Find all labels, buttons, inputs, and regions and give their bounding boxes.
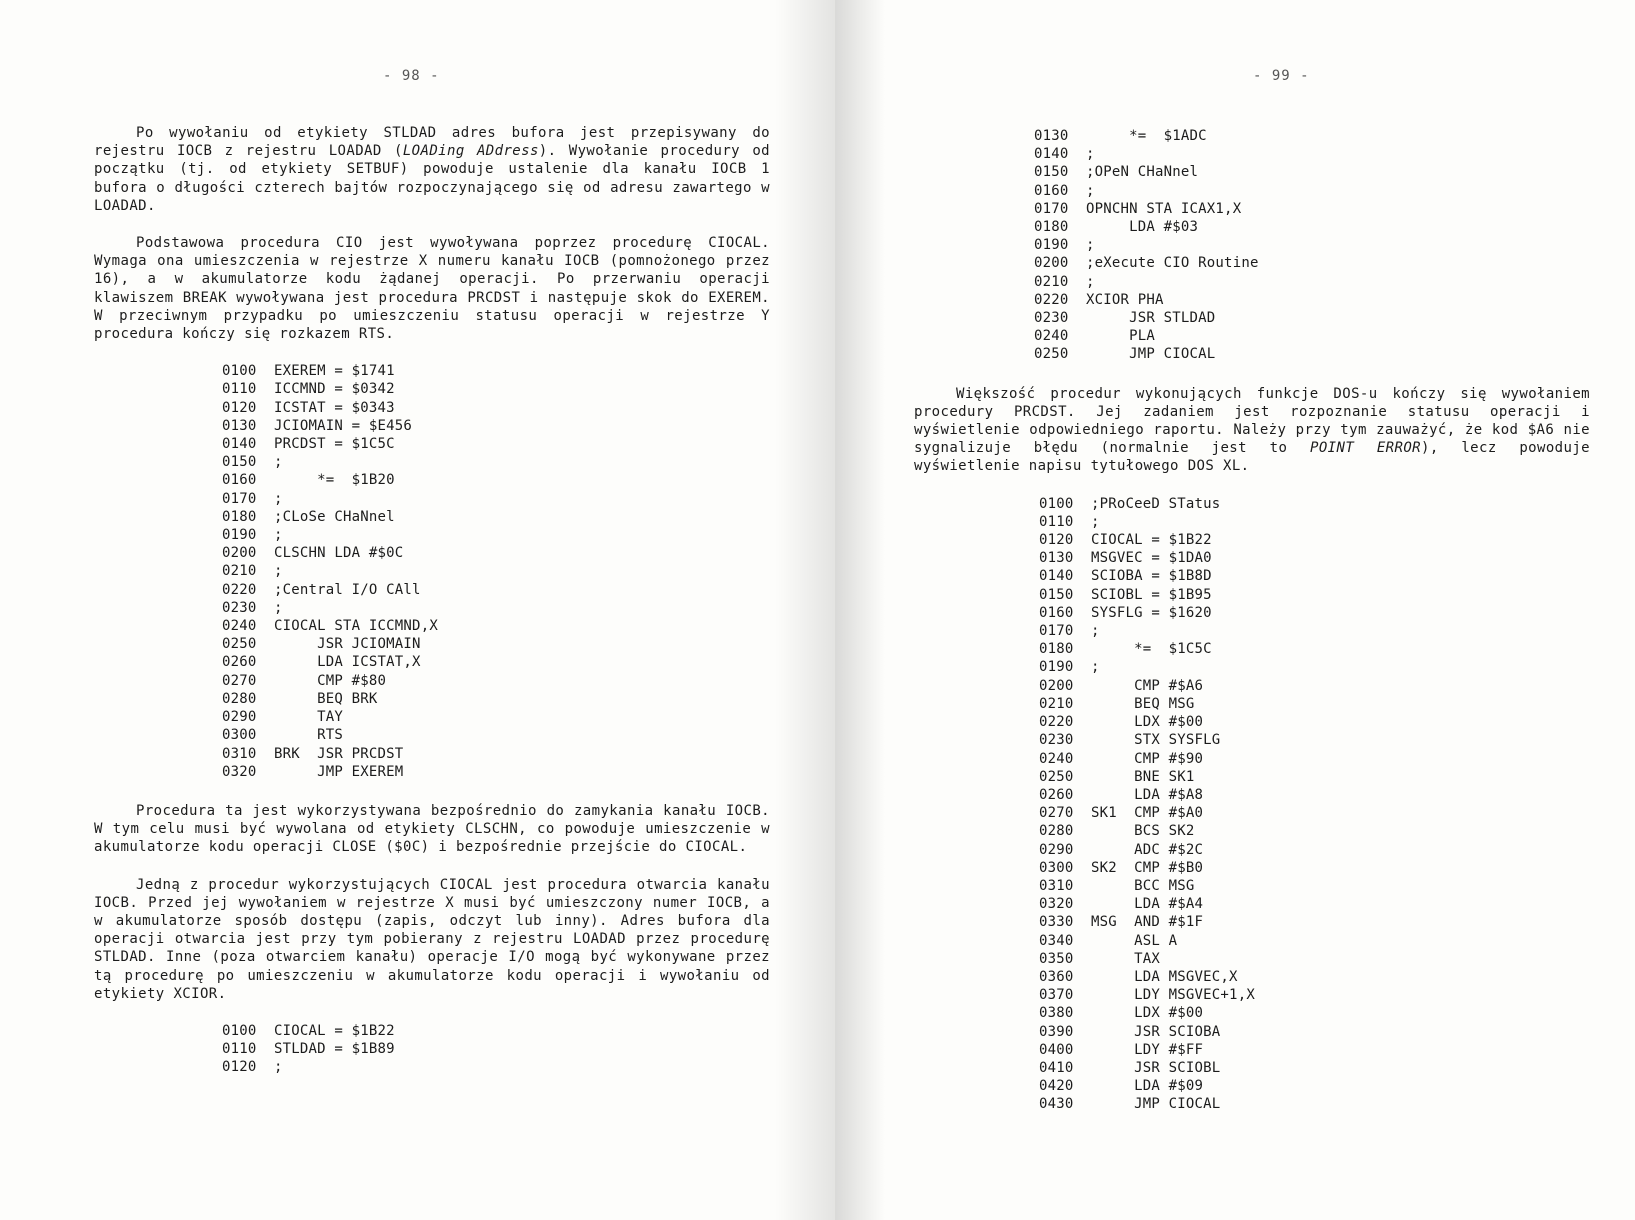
code-text: TAY [274, 709, 344, 726]
code-text: LDA #$09 [1091, 1078, 1204, 1095]
line-number: 0240 [1034, 328, 1069, 345]
code-text: LDA #$03 [1086, 219, 1199, 236]
line-number: 0230 [222, 599, 257, 616]
code-line [1039, 1059, 1590, 1077]
line-number: 0250 [1039, 768, 1074, 785]
code-line [1034, 291, 1590, 309]
code-line [1034, 182, 1590, 200]
line-number: 0220 [222, 581, 257, 598]
code-listing [94, 362, 770, 781]
code-text: STX SYSFLG [1091, 732, 1221, 749]
code-text: ; [1086, 146, 1095, 163]
code-line [222, 635, 770, 653]
code-text: ; [274, 1059, 283, 1076]
code-text: CMP #$80 [274, 672, 387, 689]
code-line [222, 653, 770, 671]
code-line [222, 417, 770, 435]
paragraph-stldad: Po wywołaniu od etykiety STLDAD adres bufora jest przepisywany do rejestru IOCB z rejestru LOADAD (LOADing ADdress). Wywołanie procedury od początku (tj. od etykiety SETBUF) powoduje ustalenie dla kanału IOCB 1 bufora o długości czterech bajtów rozpoczynającego się od adresu zawartego w LOADAD. [94, 125, 770, 214]
line-number: 0200 [222, 545, 257, 562]
code-line [1039, 986, 1590, 1004]
code-text: ;eXecute CIO Routine [1086, 255, 1259, 272]
line-number: 0390 [1039, 1023, 1074, 1040]
code-line [1039, 1023, 1590, 1041]
code-text: LDA ICSTAT,X [274, 654, 421, 671]
code-line [222, 380, 770, 398]
code-line [1039, 822, 1590, 840]
code-text: CIOCAL = $1B22 [274, 1022, 395, 1039]
code-line [1039, 877, 1590, 895]
line-number: 0240 [1039, 750, 1074, 767]
line-number: 0110 [222, 381, 257, 398]
line-number: 0350 [1039, 950, 1074, 967]
code-text: ADC #$2C [1091, 841, 1204, 858]
page-number: - 99 - [1253, 68, 1310, 84]
line-number: 0210 [1034, 273, 1069, 290]
code-text: LDA #$A4 [1091, 896, 1204, 913]
code-text: ;OPeN CHaNnel [1086, 164, 1199, 181]
code-text: CIOCAL STA ICCMND,X [274, 618, 438, 635]
line-number: 0250 [222, 636, 257, 653]
code-line [222, 453, 770, 471]
code-text: BCC MSG [1091, 877, 1195, 894]
code-line [222, 1040, 770, 1058]
line-number: 0220 [1039, 714, 1074, 731]
line-number: 0140 [222, 436, 257, 453]
code-line [1039, 768, 1590, 786]
code-text: JSR SCIOBA [1091, 1023, 1221, 1040]
code-text: ASL A [1091, 932, 1178, 949]
line-number: 0420 [1039, 1078, 1074, 1095]
line-number: 0130 [1034, 128, 1069, 144]
code-text: ICSTAT = $0343 [274, 399, 395, 416]
code-line [1039, 604, 1590, 622]
line-number: 0180 [222, 508, 257, 525]
code-text: SCIOBA = $1B8D [1091, 568, 1212, 585]
code-line [1034, 309, 1590, 327]
line-number: 0100 [222, 363, 257, 380]
code-line [1039, 1095, 1590, 1113]
code-line [1039, 731, 1590, 749]
line-number: 0160 [1039, 604, 1074, 621]
line-number: 0320 [1039, 896, 1074, 913]
code-line [222, 617, 770, 635]
code-line [1034, 254, 1590, 272]
code-line [1034, 145, 1590, 163]
line-number: 0240 [222, 618, 257, 635]
code-listing [914, 495, 1590, 1114]
code-text: JMP CIOCAL [1091, 1096, 1221, 1113]
code-text: *= $1B20 [274, 472, 395, 489]
code-text: JMP EXEREM [274, 763, 404, 780]
code-line [1039, 622, 1590, 640]
line-number: 0150 [1039, 586, 1074, 603]
line-number: 0130 [1039, 550, 1074, 567]
code-line [222, 726, 770, 744]
code-text: ; [274, 490, 283, 507]
paragraph-prcdst: Większość procedur wykonujących funkcje DOS-u kończy się wywołaniem procedury PRCDST. Jej zadaniem jest rozpoznanie statusu operacji i wyświetlenie odpowiedniego raportu. Należy przy tym zauważyć, że kod $A6 nie sygnalizuje błędu (normalnie jest to POINT ERROR), lecz powoduje wyświetlenie napisu tytułowego DOS XL. [914, 385, 1590, 475]
line-number: 0300 [1039, 859, 1074, 876]
gutter-shadow-right [835, 0, 885, 1220]
code-line [222, 544, 770, 562]
code-line [222, 1058, 770, 1076]
code-line [1039, 932, 1590, 950]
line-number: 0150 [222, 454, 257, 471]
code-line [222, 362, 770, 380]
code-text: ; [1086, 237, 1095, 254]
code-text: BEQ MSG [1091, 695, 1195, 712]
code-text: ; [1091, 513, 1100, 530]
line-number: 0110 [222, 1041, 257, 1058]
line-number: 0400 [1039, 1041, 1074, 1058]
code-line [1039, 950, 1590, 968]
line-number: 0310 [1039, 877, 1074, 894]
code-text: ICCMND = $0342 [274, 381, 395, 398]
line-number: 0260 [1039, 786, 1074, 803]
code-line [1039, 913, 1590, 931]
code-text: JSR JCIOMAIN [274, 636, 421, 653]
line-number: 0180 [1034, 219, 1069, 236]
paragraph-ciocal: Podstawowa procedura CIO jest wywoływana poprzez procedurę CIOCAL. Wymaga ona umieszczenia w rejestrze X numeru kanału IOCB (pomnożonego przez 16), a w akumulatorze kodu żądanej operacji. Po przerwaniu operacji klawiszem BREAK wywoływana jest procedura PRCDST i następuje skok do EXEREM. W przeciwnym przypadku po umieszczeniu statusu operacji w rejestrze Y procedura kończy się rozkazem RTS. [94, 235, 770, 343]
line-number: 0260 [222, 654, 257, 671]
line-number: 0270 [222, 672, 257, 689]
line-number: 0320 [222, 763, 257, 780]
line-number: 0310 [222, 745, 257, 762]
code-text: JMP CIOCAL [1086, 346, 1216, 363]
code-text: PRCDST = $1C5C [274, 436, 395, 453]
code-line [222, 581, 770, 599]
code-text: CMP #$A6 [1091, 677, 1204, 694]
line-number: 0110 [1039, 513, 1074, 530]
code-line [222, 745, 770, 763]
code-text: *= $1ADC [1086, 128, 1207, 144]
code-line [1039, 841, 1590, 859]
code-text: ; [274, 454, 283, 471]
code-text: BNE SK1 [1091, 768, 1195, 785]
code-text: LDX #$00 [1091, 714, 1204, 731]
code-line [1039, 713, 1590, 731]
code-text: LDA #$A8 [1091, 786, 1204, 803]
line-number: 0170 [222, 490, 257, 507]
code-text: CMP #$90 [1091, 750, 1204, 767]
line-number: 0140 [1039, 568, 1074, 585]
line-number: 0190 [222, 527, 257, 544]
code-text: ; [274, 599, 283, 616]
line-number: 0360 [1039, 968, 1074, 985]
line-number: 0230 [1039, 732, 1074, 749]
code-text: SYSFLG = $1620 [1091, 604, 1212, 621]
code-line [222, 562, 770, 580]
code-line [1039, 658, 1590, 676]
code-line [222, 508, 770, 526]
code-line [1039, 586, 1590, 604]
paragraph-clschn: Procedura ta jest wykorzystywana bezpośrednio do zamykania kanału IOCB. W tym celu musi być wywolana od etykiety CLSCHN, co powoduje umieszczenie w akumulatorze kodu operacji CLOSE ($0C) i bezpośrednie przejście do CIOCAL. [94, 802, 770, 856]
code-text: ; [1086, 182, 1095, 199]
code-line [1039, 804, 1590, 822]
line-number: 0120 [222, 1059, 257, 1076]
line-number: 0180 [1039, 641, 1074, 658]
code-line [1034, 345, 1590, 363]
code-text: LDY MSGVEC+1,X [1091, 987, 1255, 1004]
line-number: 0100 [1039, 495, 1074, 512]
code-text: JSR SCIOBL [1091, 1059, 1221, 1076]
code-line [1039, 495, 1590, 513]
code-line [1034, 236, 1590, 254]
line-number: 0430 [1039, 1096, 1074, 1113]
line-number: 0190 [1034, 237, 1069, 254]
code-text: RTS [274, 727, 344, 744]
line-number: 0280 [222, 690, 257, 707]
line-number: 0370 [1039, 987, 1074, 1004]
code-line [222, 399, 770, 417]
code-text: ; [274, 563, 283, 580]
code-text: XCIOR PHA [1086, 291, 1164, 308]
line-number: 0410 [1039, 1059, 1074, 1076]
code-line [222, 435, 770, 453]
code-text: SK1 CMP #$A0 [1091, 805, 1204, 822]
line-number: 0170 [1034, 200, 1069, 217]
code-line [1034, 327, 1590, 345]
code-line [1039, 695, 1590, 713]
code-line [1034, 218, 1590, 236]
line-number: 0250 [1034, 346, 1069, 363]
code-text: BCS SK2 [1091, 823, 1195, 840]
code-line [222, 1022, 770, 1040]
code-line [1039, 859, 1590, 877]
line-number: 0210 [222, 563, 257, 580]
code-line [1039, 1004, 1590, 1022]
code-line [1034, 127, 1590, 145]
line-number: 0120 [222, 399, 257, 416]
line-number: 0270 [1039, 805, 1074, 822]
line-number: 0190 [1039, 659, 1074, 676]
line-number: 0100 [222, 1022, 257, 1039]
code-text: MSG AND #$1F [1091, 914, 1204, 931]
code-text: LDX #$00 [1091, 1005, 1204, 1022]
code-line [1039, 567, 1590, 585]
code-text: MSGVEC = $1DA0 [1091, 550, 1212, 567]
line-number: 0300 [222, 727, 257, 744]
code-line [222, 690, 770, 708]
code-line [1034, 163, 1590, 181]
line-number: 0120 [1039, 532, 1074, 549]
line-number: 0340 [1039, 932, 1074, 949]
code-text: ; [274, 527, 283, 544]
line-number: 0170 [1039, 623, 1074, 640]
code-text: ;PRoCeeD STatus [1091, 495, 1221, 512]
code-line [1039, 895, 1590, 913]
code-line [1039, 750, 1590, 768]
code-text: ;Central I/O CAll [274, 581, 421, 598]
page-number: - 98 - [383, 68, 440, 84]
code-text: PLA [1086, 328, 1156, 345]
code-listing [914, 127, 1590, 364]
code-text: *= $1C5C [1091, 641, 1212, 658]
code-text: SCIOBL = $1B95 [1091, 586, 1212, 603]
code-line [1039, 1041, 1590, 1059]
line-number: 0160 [222, 472, 257, 489]
code-text: JSR STLDAD [1086, 310, 1216, 327]
code-line [1039, 640, 1590, 658]
code-text: LDA MSGVEC,X [1091, 968, 1238, 985]
code-text: TAX [1091, 950, 1161, 967]
line-number: 0210 [1039, 695, 1074, 712]
code-line [222, 471, 770, 489]
code-line [222, 599, 770, 617]
line-number: 0330 [1039, 914, 1074, 931]
code-line [222, 526, 770, 544]
code-text: STLDAD = $1B89 [274, 1041, 395, 1058]
code-line [1034, 200, 1590, 218]
code-line [1039, 531, 1590, 549]
line-number: 0140 [1034, 146, 1069, 163]
code-line [1039, 677, 1590, 695]
code-line [1039, 1077, 1590, 1095]
code-text: BEQ BRK [274, 690, 378, 707]
code-line [1039, 786, 1590, 804]
code-line [222, 763, 770, 781]
line-number: 0150 [1034, 164, 1069, 181]
line-number: 0220 [1034, 291, 1069, 308]
line-number: 0200 [1034, 255, 1069, 272]
code-text: JCIOMAIN = $E456 [274, 417, 413, 434]
right-page [835, 0, 1635, 1220]
code-listing [94, 1022, 770, 1077]
code-line [1039, 968, 1590, 986]
code-text: ; [1091, 659, 1100, 676]
gutter-shadow-left [775, 0, 835, 1220]
left-page-content [94, 124, 770, 1098]
code-line [222, 672, 770, 690]
code-text: ; [1086, 273, 1095, 290]
code-line [222, 490, 770, 508]
line-number: 0290 [1039, 841, 1074, 858]
line-number: 0280 [1039, 823, 1074, 840]
line-number: 0130 [222, 417, 257, 434]
right-page-content [914, 127, 1590, 1135]
code-text: SK2 CMP #$B0 [1091, 859, 1204, 876]
code-text: EXEREM = $1741 [274, 363, 395, 380]
code-text: CLSCHN LDA #$0C [274, 545, 404, 562]
line-number: 0160 [1034, 182, 1069, 199]
code-line [222, 708, 770, 726]
code-text: BRK JSR PRCDST [274, 745, 404, 762]
code-line [1034, 273, 1590, 291]
code-text: ;CLoSe CHaNnel [274, 508, 395, 525]
code-line [1039, 549, 1590, 567]
code-text: ; [1091, 623, 1100, 640]
line-number: 0380 [1039, 1005, 1074, 1022]
code-line [1039, 513, 1590, 531]
line-number: 0290 [222, 709, 257, 726]
line-number: 0230 [1034, 310, 1069, 327]
code-text: LDY #$FF [1091, 1041, 1204, 1058]
code-text: OPNCHN STA ICAX1,X [1086, 200, 1242, 217]
paragraph-opnchn: Jedną z procedur wykorzystujących CIOCAL jest procedura otwarcia kanału IOCB. Przed jej wywołaniem w rejestrze X musi być umieszczony numer IOCB, a w akumulatorze sposób dostępu (zapis, odczyt lub inny). Adres bufora dla operacji otwarcia jest przy tym pobierany z rejestru LOADAD przez procedurę STLDAD. Inne (poza otwarciem kanału) operacje I/O mogą być wykonywane przez tą procedurę po umieszczeniu w akumulatorze kodu operacji i wywołaniu od etykiety XCIOR. [94, 876, 770, 1002]
code-text: CIOCAL = $1B22 [1091, 532, 1212, 549]
line-number: 0200 [1039, 677, 1074, 694]
